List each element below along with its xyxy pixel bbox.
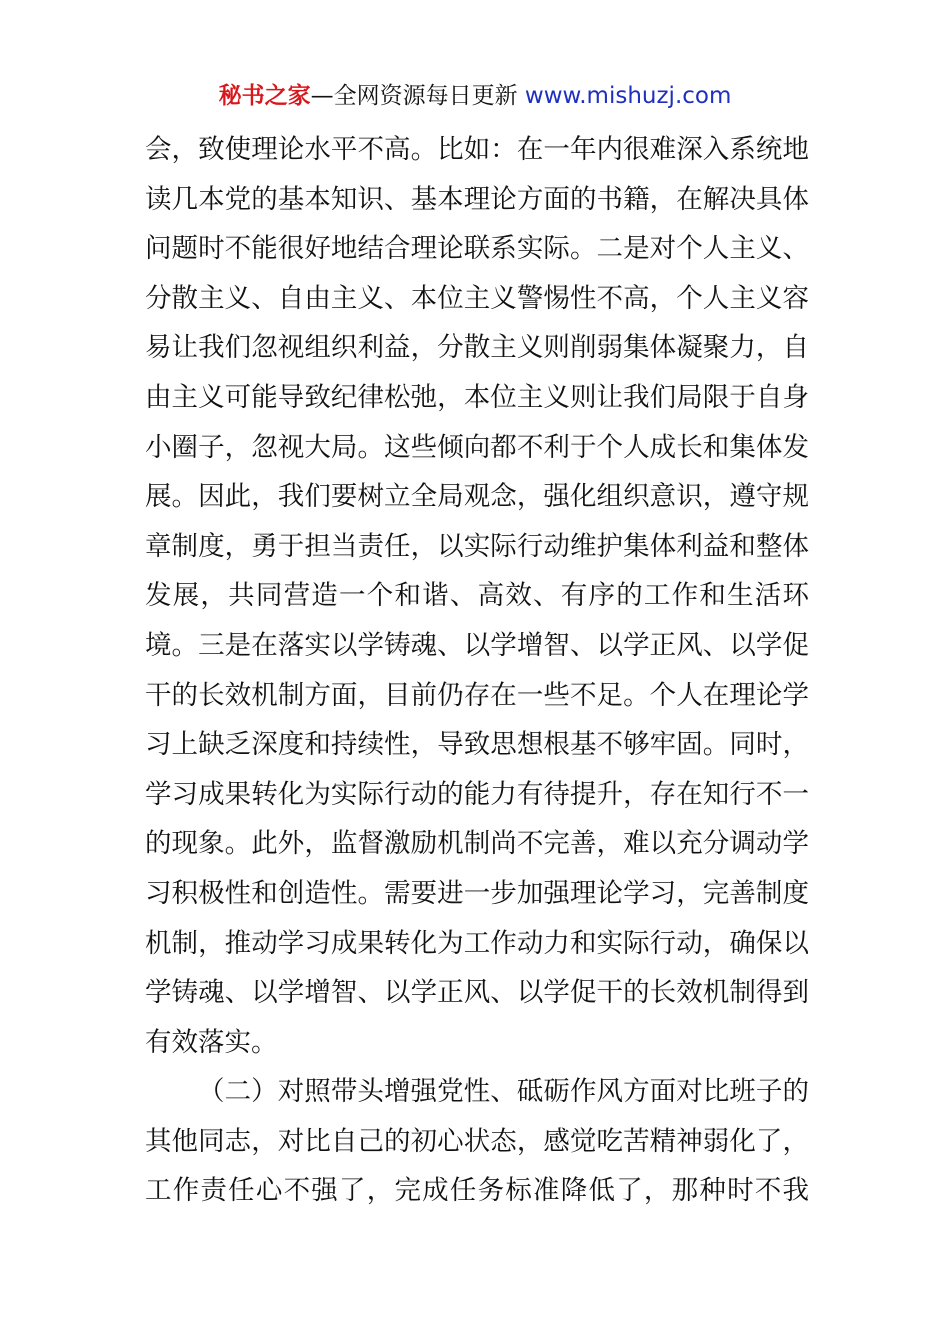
text-line: 易让我们忽视组织利益，分散主义则削弱集体凝聚力，自 <box>145 332 809 364</box>
text-line: 展。因此，我们要树立全局观念，强化组织意识，遵守规 <box>145 481 809 513</box>
text-line: 章制度，勇于担当责任，以实际行动维护集体利益和整体 <box>145 530 809 562</box>
header-tagline: —全网资源每日更新 <box>310 83 525 109</box>
section-heading-line: （二）对照带头增强党性、砥砺作风方面对比班子的 <box>198 1076 809 1108</box>
text-line: 问题时不能很好地结合理论联系实际。二是对个人主义、 <box>145 233 809 265</box>
text-line: 由主义可能导致纪律松弛，本位主义则让我们局限于自身 <box>145 381 809 413</box>
page-header <box>0 80 950 112</box>
text-line: 习上缺乏深度和持续性，导致思想根基不够牢固。同时， <box>145 729 809 761</box>
text-line: 境。三是在落实以学铸魂、以学增智、以学正风、以学促 <box>145 629 809 661</box>
text-line: 读几本党的基本知识、基本理论方面的书籍，在解决具体 <box>145 183 809 215</box>
body-text <box>145 125 809 1216</box>
brand-name: 秘书之家 <box>218 83 311 109</box>
text-line: 习积极性和创造性。需要进一步加强理论学习，完善制度 <box>145 877 809 909</box>
text-line: 工作责任心不强了，完成任务标准降低了，那种时不我 <box>145 1175 809 1207</box>
text-line: 小圈子，忽视大局。这些倾向都不利于个人成长和集体发 <box>145 431 809 463</box>
text-line: 机制，推动学习成果转化为工作动力和实际行动，确保以 <box>145 927 809 959</box>
text-line: 干的长效机制方面，目前仍存在一些不足。个人在理论学 <box>145 679 809 711</box>
text-line: 学铸魂、以学增智、以学正风、以学促干的长效机制得到 <box>145 977 809 1009</box>
text-line: 学习成果转化为实际行动的能力有待提升，存在知行不一 <box>145 778 809 810</box>
paragraph-end-line: 有效落实。 <box>145 1026 278 1058</box>
text-line: 发展，共同营造一个和谐、高效、有序的工作和生活环 <box>145 580 809 612</box>
text-line: 会，致使理论水平不高。比如：在一年内很难深入系统地 <box>145 134 809 165</box>
text-line: 的现象。此外，监督激励机制尚不完善，难以充分调动学 <box>145 828 809 860</box>
site-url: www.mishuzj.com <box>524 83 732 109</box>
text-line: 分散主义、自由主义、本位主义警惕性不高，个人主义容 <box>145 282 809 314</box>
text-line: 其他同志，对比自己的初心状态，感觉吃苦精神弱化了， <box>145 1125 809 1157</box>
